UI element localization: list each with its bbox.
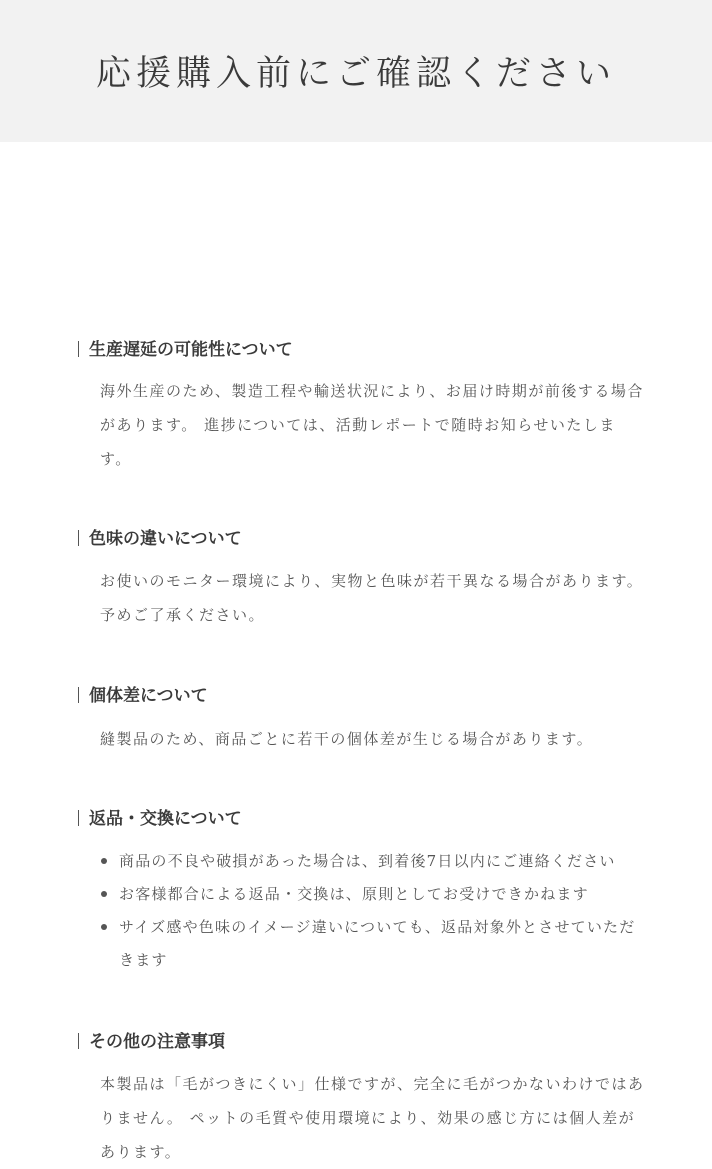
section-heading-text: 個体差について (89, 686, 208, 706)
page-header (0, 0, 712, 142)
section-body: 海外生産のため、製造工程や輸送状況により、お届け時期が前後する場合があります。 進捗については、活動レポートで随時お知らせいたします。 (100, 382, 644, 468)
section-body: 本製品は「毛がつきにくい」仕様ですが、完全に毛がつかないわけではありません。 ペットの毛質や使用環境により、効果の感じ方には個人差があります。 (100, 1075, 645, 1161)
section-heading (78, 1030, 225, 1054)
section-body: お使いのモニター環境により、実物と色味が若干異なる場合があります。 予めご了承ください。 (100, 572, 644, 624)
list-item-text: お客様都合による返品・交換は、原則としてお受けできかねます (119, 885, 589, 903)
heading-bar (78, 810, 79, 826)
bullet-dot (101, 891, 107, 897)
section-heading-text: その他の注意事項 (89, 1032, 225, 1052)
list-item-text: 商品の不良や破損があった場合は、到着後7日以内にご連絡ください (119, 852, 616, 870)
section-heading (78, 527, 242, 551)
section-heading (78, 684, 208, 708)
list-item (100, 878, 645, 911)
returns-bullet-list (100, 845, 645, 977)
list-item-text: サイズ感や色味のイメージ違いについても、返品対象外とさせていただきます (119, 918, 636, 969)
list-item (100, 845, 645, 878)
section-heading (78, 338, 293, 362)
section-heading-text: 返品・交換について (89, 809, 242, 829)
bullet-dot (101, 924, 107, 930)
section-heading-text: 生産遅延の可能性について (89, 340, 293, 360)
page-title: 応援購入前にご確認ください (95, 54, 616, 94)
heading-bar (78, 341, 79, 357)
heading-bar (78, 1033, 79, 1049)
list-item (100, 911, 645, 977)
heading-bar (78, 687, 79, 703)
bullet-dot (101, 858, 107, 864)
heading-bar (78, 530, 79, 546)
section-heading-text: 色味の違いについて (89, 529, 242, 549)
section-body: 縫製品のため、商品ごとに若干の個体差が生じる場合があります。 (100, 730, 594, 748)
section-heading (78, 807, 242, 831)
